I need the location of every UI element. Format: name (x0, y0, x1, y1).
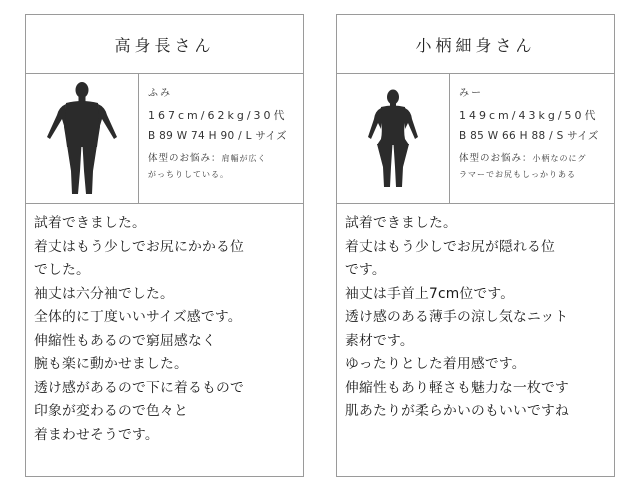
model-name: みー (459, 88, 483, 99)
concern-label: 体型のお悩み： (148, 153, 222, 164)
review-line: 透け感のある薄手の涼し気なニット (345, 309, 569, 325)
review-line: 伸縮性もあり軽さも魅力な一枚です (345, 379, 569, 396)
review-line: ゆったりとした着用感です。 (345, 356, 526, 372)
profile-section (337, 74, 614, 204)
concern-text: 肩幅が広く (221, 154, 267, 163)
review-line: 透け感があるので下に着るもので (34, 379, 244, 396)
concern-text-2: ラマーでお尻もしっかりある (459, 170, 576, 179)
model-stats: 149cm/43kg/50代 (459, 109, 599, 122)
review-line: 素材です。 (345, 332, 414, 349)
review-line: 印象が変わるので色々と (34, 403, 188, 419)
concern-text-2: がっちりしている。 (148, 170, 229, 179)
review-line: 着丈はもう少しでお尻が隠れる位 (345, 238, 555, 255)
model-sizes: B 85 W 66 H 88 / S サイズ (459, 130, 599, 142)
review-line: 袖丈は手首上7cm位です。 (345, 285, 515, 302)
review-line: 袖丈は六分袖でした。 (34, 285, 174, 302)
review-line: 試着できました。 (34, 215, 146, 231)
body-silhouette-icon (26, 74, 139, 203)
review-line: 腕も楽に動かせました。 (34, 356, 188, 372)
model-sizes: B 89 W 74 H 90 / L サイズ (148, 130, 287, 142)
review-line: 肌あたりが柔らかいのもいいですね (345, 403, 569, 419)
model-card-tall (25, 14, 304, 477)
model-name: ふみ (148, 88, 172, 99)
review-text (337, 204, 614, 424)
review-line: 試着できました。 (345, 215, 457, 231)
card-title: 小柄細身さん (337, 15, 614, 74)
model-card-petite (336, 14, 615, 477)
model-stats: 167cm/62kg/30代 (148, 109, 288, 122)
body-concern (459, 151, 614, 182)
profile-info (450, 74, 614, 203)
profile-info (139, 74, 303, 203)
review-line: 着まわせそうです。 (34, 426, 159, 443)
body-silhouette-icon (337, 74, 450, 203)
concern-text: 小柄なのにグ (532, 154, 587, 163)
review-line: 全体的に丁度いいサイズ感です。 (34, 309, 242, 325)
card-title: 高身長さん (26, 15, 303, 74)
body-concern (148, 151, 303, 182)
review-line: 着丈はもう少しでお尻にかかる位 (34, 238, 244, 255)
review-line: でした。 (34, 262, 90, 278)
profile-section (26, 74, 303, 204)
concern-label: 体型のお悩み： (459, 153, 533, 164)
review-line: です。 (345, 262, 386, 278)
review-line: 伸縮性もあるので窮屈感なく (34, 332, 216, 349)
review-text (26, 204, 303, 447)
